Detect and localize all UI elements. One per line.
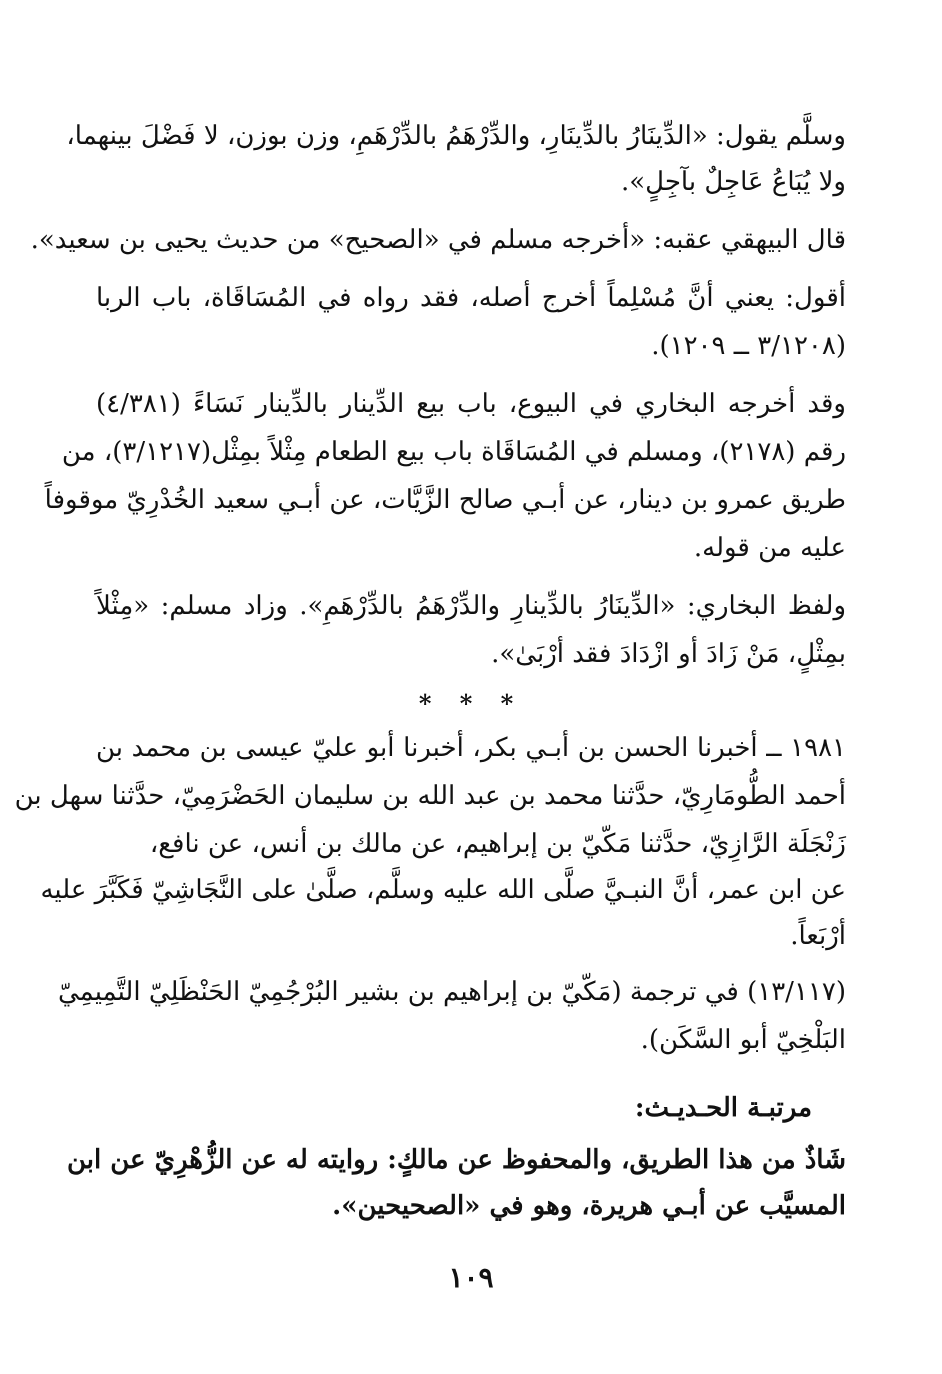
paragraph-4-line-2: رقم (٢١٧٨)، ومسلم في المُسَاقَاة باب بيع الطعام مِثْلاً بمِثْل(٣/١٢١٧)، من (61, 437, 846, 467)
hadith-1981-line-2: أحمد الطُّومَارِيّ، حدَّثنا محمد بن عبد الله بن سليمان الحَضْرَمِيّ، حدَّثنا سهل بن (14, 781, 846, 811)
paragraph-4-line-1: وقد أخرجه البخاري في البيوع، باب بيع الدِّينار بالدِّينار نَسَاءً (٤/٣٨١) (96, 389, 846, 419)
paragraph-3-line-2: (٣/١٢٠٨ ــ ١٢٠٩). (651, 331, 846, 361)
footnote-line-1: (١٣/١١٧) في ترجمة (مَكّيّ بن إبراهيم بن بشير البُرْجُمِيّ الحَنْظَلِيّ التَّمِيمِيّ (58, 977, 846, 1007)
page-number: ١٠٩ (448, 1261, 494, 1294)
paragraph-3-line-1: أقول: يعني أنَّ مُسْلِماً أخرج أصله، فقد رواه في المُسَاقَاة، باب الربا (96, 283, 846, 313)
hadith-1981-line-3: زَنْجَلَة الرَّازِيّ، حدَّثنا مَكّيّ بن إبراهيم، عن مالك بن أنس، عن نافع، (149, 829, 846, 859)
paragraph-5-line-1: ولفظ البخاري: «الدِّينَارُ بالدِّينارِ والدِّرْهَمُ بالدِّرْهَمِ». وزاد مسلم: «مِثْلاً (96, 591, 846, 621)
hadith-1981-line-1: ١٩٨١ ــ أخبرنا الحسن بن أبـي بكر، أخبرنا أبو عليّ عيسى بن محمد بن (96, 733, 846, 763)
grade-heading: مرتبـة الحـديـث: (634, 1093, 812, 1123)
paragraph-4-line-4: عليه من قوله. (693, 533, 846, 563)
paragraph-2-line-1: قال البيهقي عقبه: «أخرجه مسلم في «الصحيح» من حديث يحيى بن سعيد». (30, 225, 846, 255)
paragraph-1-line-2: ولا يُبَاعُ عَاجِلٌ بآجِلٍ». (621, 167, 846, 197)
paragraph-5-line-2: بمِثْلٍ، مَنْ زَادَ أو ازْدَادَ فقد أرْبَىٰ». (491, 639, 846, 669)
grade-line-2: المسيَّب عن أبـي هريرة، وهو في «الصحيحين». (332, 1191, 846, 1221)
footnote-line-2: البَلْخِيّ أبو السَّكَن). (640, 1025, 846, 1055)
hadith-1981-line-4: عن ابن عمر، أنَّ النبـيَّ صلَّى الله عليه وسلَّم، صلَّىٰ على النَّجَاشِيّ فَكَبَّرَ عليه (40, 875, 846, 905)
section-separator: * * * (418, 689, 524, 718)
grade-line-1: شَاذٌ من هذا الطريق، والمحفوظ عن مالكٍ: روايته له عن الزُّهْرِيّ عن ابن (66, 1145, 846, 1175)
hadith-1981-line-5: أرْبَعاً. (790, 921, 846, 951)
paragraph-4-line-3: طريق عمرو بن دينار، عن أبـي صالح الزَّيَّات، عن أبـي سعيد الخُدْرِيّ موقوفاً (44, 485, 846, 515)
paragraph-1-line-1: وسلَّم يقول: «الدِّينَارُ بالدِّينَارِ، والدِّرْهَمُ بالدِّرْهَمِ، وزن بوزن، لا فَضْلَ بينهما، (66, 121, 846, 151)
